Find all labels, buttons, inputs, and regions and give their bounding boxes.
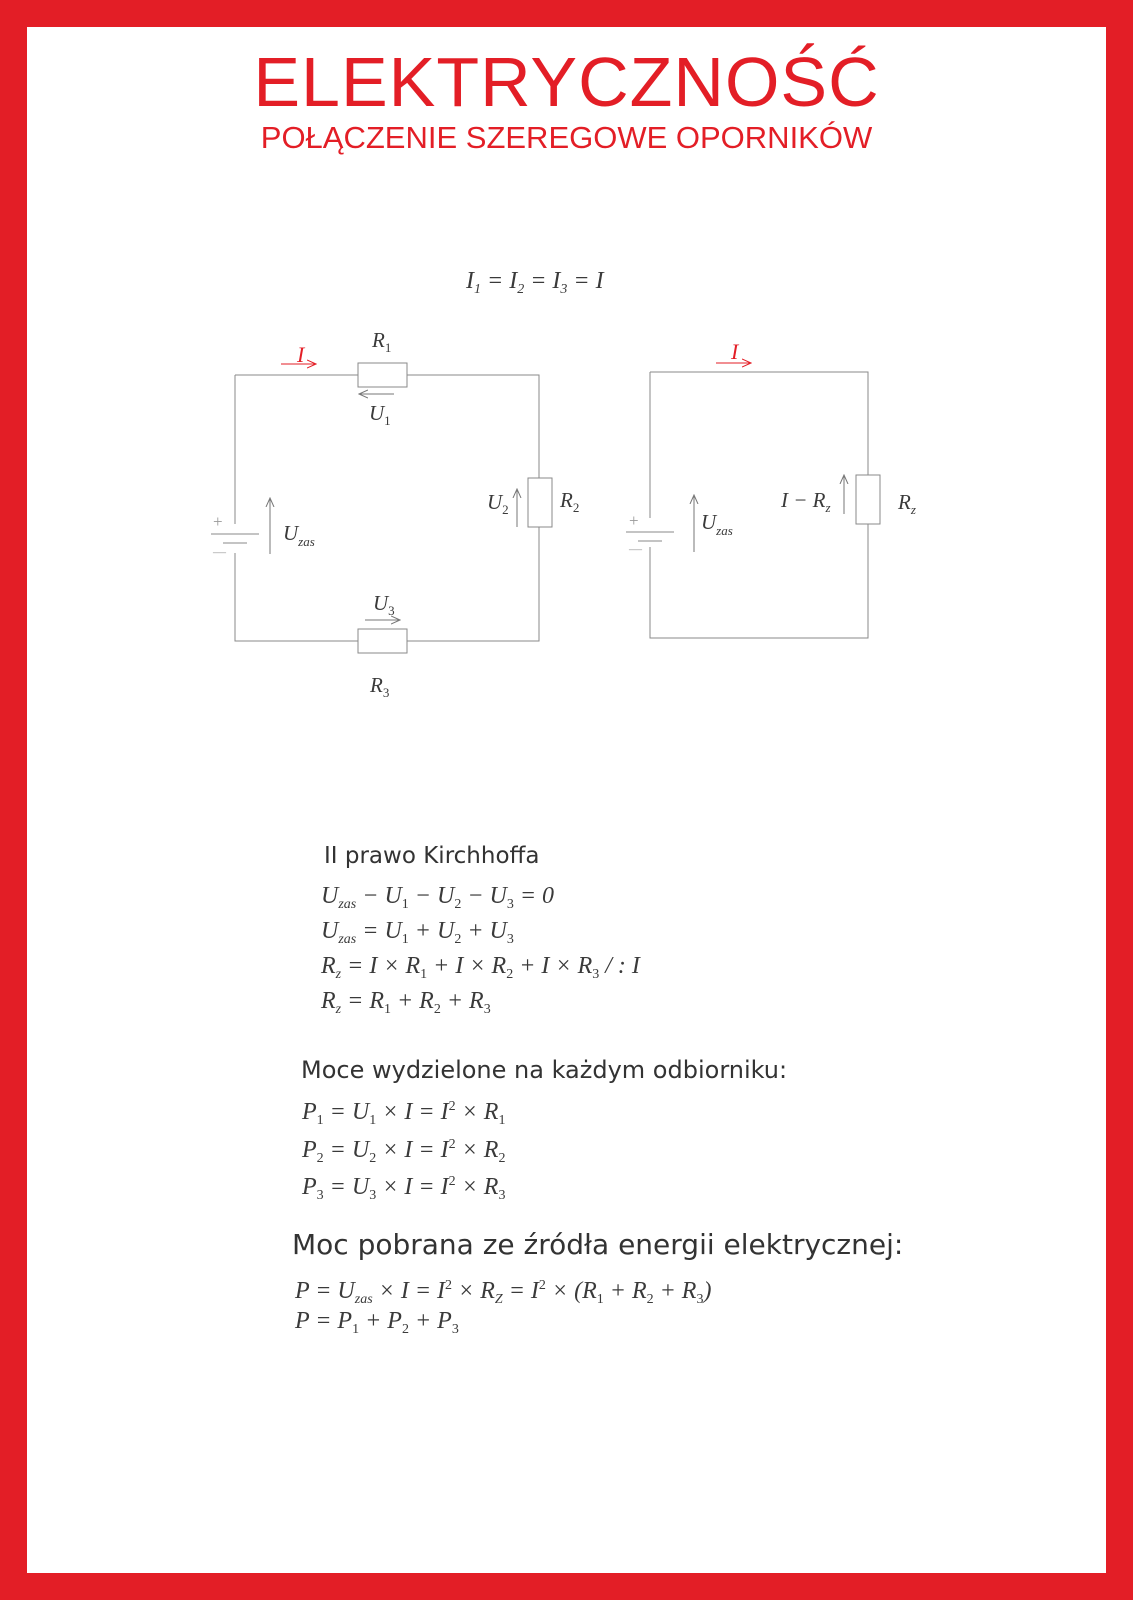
formula-part: + I × R: [427, 953, 507, 979]
battery-plus-sign: +: [213, 512, 223, 531]
rz-label: $R_z$: [898, 490, 916, 517]
formula-part: = I: [502, 1278, 539, 1304]
formula-part: × I = I: [372, 1278, 446, 1304]
formula-sub: 1: [498, 1113, 506, 1128]
formula-sub: 2: [454, 932, 462, 947]
power-eq-3: [302, 1167, 505, 1211]
formula-sub: 3: [560, 282, 568, 297]
formula-part: U: [321, 883, 339, 909]
resistor-r2: [528, 478, 552, 527]
formula-part: + R: [440, 988, 484, 1014]
formula-part: = U: [323, 1174, 370, 1200]
formula-part: P: [302, 1174, 317, 1200]
page-subtitle: POŁĄCZENIE SZEREGOWE OPORNIKÓW: [260, 120, 873, 155]
formula-sub: z: [335, 1002, 342, 1017]
battery-plus-sign: +: [629, 511, 639, 530]
formula-sub: 2: [517, 282, 525, 297]
formula-sup: 2: [448, 1174, 456, 1189]
formula-part: = 0: [513, 883, 555, 909]
uzas-label: $U_{zas}$: [283, 521, 315, 549]
formula-part: − U: [461, 883, 507, 909]
formula-part: − U: [408, 883, 455, 909]
formula-sub: 1: [596, 1292, 604, 1307]
ir-label: $I - R_z$: [781, 488, 831, 515]
formula-sub: 1: [401, 897, 409, 912]
formula-part: P = P: [295, 1308, 353, 1334]
formula-sub: 1: [369, 1113, 377, 1128]
u3-label: $U_3$: [373, 591, 395, 618]
formula-part: / : I: [599, 953, 640, 979]
formula-sub: zas: [354, 1292, 373, 1307]
circuit-diagrams: [0, 0, 1133, 760]
battery-minus-sign: —: [629, 541, 642, 556]
current-label: I: [731, 339, 739, 364]
formula-part: P: [302, 1099, 317, 1125]
equivalent-circuit-wires: [650, 372, 868, 638]
formula-sup: 2: [448, 1137, 456, 1152]
formula-sub: 2: [369, 1151, 377, 1166]
page-title: ELEKTRYCZNOŚĆ: [253, 43, 880, 121]
formula-sub: 3: [506, 932, 514, 947]
formula-part: + P: [408, 1308, 452, 1334]
formula-sup: 2: [448, 1099, 456, 1114]
formula-part: × I = I: [376, 1099, 449, 1125]
formula-part: R: [321, 988, 336, 1014]
formula-part: I: [466, 268, 474, 294]
formula-sub: 2: [506, 967, 514, 982]
formula-part: × R: [455, 1099, 499, 1125]
resistor-r3: [358, 629, 407, 653]
formula-sub: 3: [451, 1322, 459, 1337]
formula-sub: 3: [483, 1002, 491, 1017]
kirchhoff-eq-1: [321, 881, 554, 920]
formula-part: × I = I: [376, 1137, 449, 1163]
series-circuit: [211, 328, 579, 700]
formula-part: + U: [408, 918, 455, 944]
formula-sub: 2: [401, 1322, 409, 1337]
uzas-label: $U_{zas}$: [701, 510, 733, 538]
source-power-heading: Moc pobrana ze źródła energii elektrycznej:: [292, 1228, 904, 1261]
formula-sub: zas: [338, 932, 357, 947]
r1-label: $R_1$: [372, 328, 392, 355]
formula-part: + R: [653, 1278, 697, 1304]
formula-sub: 2: [498, 1151, 506, 1166]
kirchhoff-eq-2: [321, 916, 514, 955]
formula-part: P = U: [295, 1278, 355, 1304]
formula-sub: 1: [352, 1322, 360, 1337]
formula-part: + R: [390, 988, 434, 1014]
formula-part: = R: [341, 988, 384, 1014]
formula-part: + U: [461, 918, 507, 944]
formula-part: + P: [359, 1308, 402, 1334]
formula-part: × R: [455, 1137, 499, 1163]
formula-sup: 2: [445, 1278, 453, 1293]
u1-label: $U_1$: [369, 401, 391, 428]
resistor-rz: [856, 475, 880, 524]
formula-sub: zas: [338, 897, 357, 912]
formula-sub: 3: [506, 897, 514, 912]
formula-sub: 1: [383, 1002, 391, 1017]
formula-sub: 2: [454, 897, 462, 912]
r3-label: $R_3$: [370, 673, 390, 700]
formula-sub: 1: [316, 1113, 324, 1128]
powers-heading: Moce wydzielone na każdym odbiorniku:: [301, 1056, 788, 1084]
equivalent-circuit: [626, 339, 916, 638]
formula-sub: 3: [316, 1188, 324, 1203]
formula-sub: 3: [498, 1188, 506, 1203]
formula-sub: 2: [316, 1151, 324, 1166]
u2-label: $U_2$: [487, 490, 509, 517]
formula-sup: 2: [538, 1278, 546, 1293]
kirchhoff-eq-3: [321, 951, 640, 990]
formula-part: = U: [356, 918, 402, 944]
formula-part: × I = I: [376, 1174, 449, 1200]
formula-part: = I: [481, 268, 518, 294]
formula-sub: 3: [369, 1188, 377, 1203]
formula-part: R: [321, 953, 336, 979]
formula-sub: 2: [646, 1292, 654, 1307]
source-power-eq-2: [295, 1306, 459, 1345]
formula-part: U: [321, 918, 339, 944]
r2-label: $R_2$: [560, 488, 580, 515]
formula-part: × R: [452, 1278, 495, 1304]
kirchhoff-heading: II prawo Kirchhoffa: [324, 843, 540, 869]
formula-sub: z: [335, 967, 342, 982]
formula-sub: Z: [494, 1292, 503, 1307]
formula-part: = U: [323, 1099, 370, 1125]
formula-sub: 3: [696, 1292, 704, 1307]
formula-part: + R: [603, 1278, 647, 1304]
current-label: I: [297, 342, 305, 367]
battery-minus-sign: —: [213, 544, 226, 559]
formula-part: + I × R: [513, 953, 593, 979]
formula-part: = I × R: [341, 953, 421, 979]
formula-sub: 1: [474, 282, 481, 297]
formula-part: ): [703, 1278, 712, 1304]
formula-sub: 2: [433, 1002, 441, 1017]
kirchhoff-eq-4: [321, 986, 491, 1025]
formula-sub: 1: [401, 932, 409, 947]
formula-sub: 1: [420, 967, 428, 982]
formula-part: = U: [323, 1137, 370, 1163]
formula-part: − U: [356, 883, 402, 909]
formula-sub: 3: [592, 967, 600, 982]
formula-part: = I: [524, 268, 561, 294]
resistor-r1: [358, 363, 407, 387]
formula-part: = I: [567, 268, 604, 294]
formula-part: × R: [455, 1174, 499, 1200]
formula-part: × (R: [545, 1278, 597, 1304]
formula-part: P: [302, 1137, 317, 1163]
